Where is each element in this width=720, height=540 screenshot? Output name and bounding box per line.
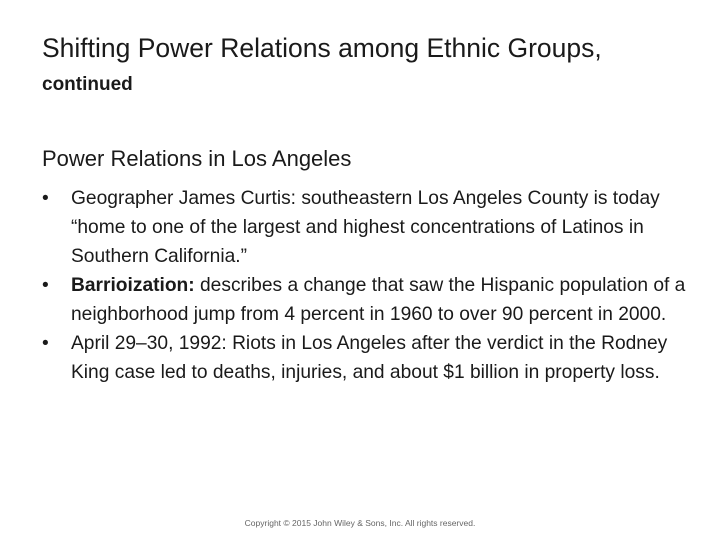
title-text: Shifting Power Relations among Ethnic Groups, <box>42 33 602 63</box>
slide-title <box>42 32 692 101</box>
section-heading: Power Relations in Los Angeles <box>42 146 352 171</box>
bullet-icon: • <box>42 188 49 209</box>
copyright-notice: Copyright © 2015 John Wiley & Sons, Inc. All rights reserved. <box>244 518 476 528</box>
bullet-text: describes a change that saw the Hispanic population of a neighborhood jump from 4 percent in 1960 to over 90 percent in 2000. <box>71 275 686 325</box>
bullet-item <box>42 271 692 329</box>
bullet-icon: • <box>42 333 49 354</box>
bullet-item <box>42 184 692 271</box>
bullet-text: April 29–30, 1992: Riots in Los Angeles after the verdict in the Rodney King case led to deaths, injuries, and about $1 billion in property loss. <box>71 333 668 383</box>
title-suffix: continued <box>42 74 133 95</box>
bullet-term: Barrioization: <box>71 275 195 296</box>
bullet-item <box>42 329 692 387</box>
bullet-list <box>42 184 692 387</box>
bullet-text: Geographer James Curtis: southeastern Los Angeles County is today “home to one of the largest and highest concentrations of Latinos in Southern California.” <box>71 188 660 267</box>
bullet-icon: • <box>42 275 49 296</box>
